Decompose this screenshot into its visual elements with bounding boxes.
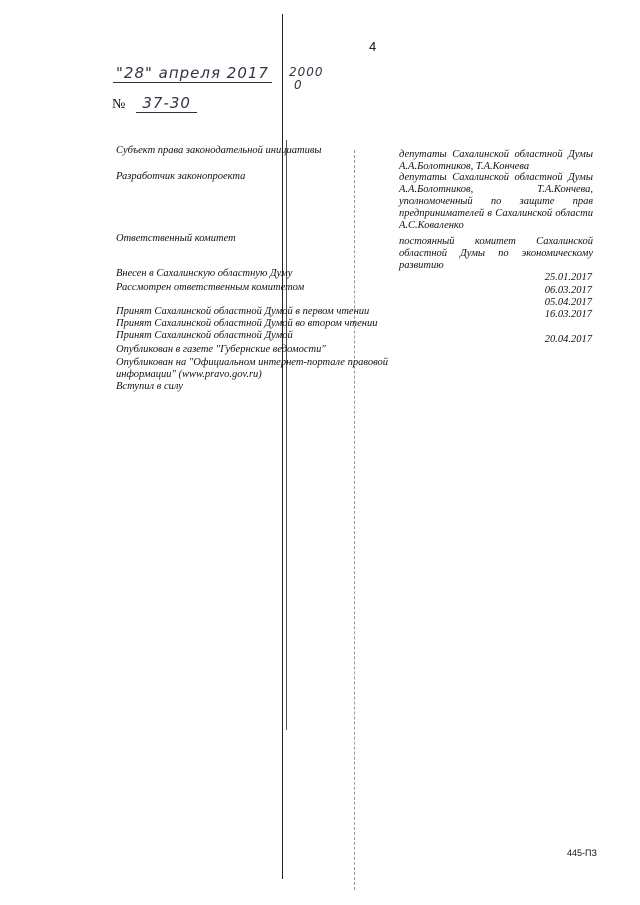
- event-label: Принят Сахалинской областной Думой в первом чтении: [116, 306, 370, 317]
- event-label: Принят Сахалинской областной Думой: [116, 330, 293, 341]
- event-date: 05.04.2017: [544, 297, 592, 308]
- correction-line-2: 0: [294, 78, 303, 92]
- page-number: 4: [369, 39, 377, 54]
- handwritten-number: [112, 94, 197, 113]
- handwritten-date: [113, 64, 272, 83]
- handwritten-date-text: "28" апреля 2017: [113, 64, 272, 83]
- developer-value: депутаты Сахалинской областной Думы А.А.Болотников, Т.А.Кончева, уполномоченный по защите прав предпринимателей в Сахалинской области А.С.Коваленко: [399, 172, 593, 231]
- event-label: Рассмотрен ответственным комитетом: [116, 282, 305, 293]
- committee-value: постоянный комитет Сахалинской областной Думы по экономическому развитию: [399, 236, 593, 271]
- committee-label: Ответственный комитет: [116, 233, 236, 244]
- event-date: 16.03.2017: [544, 309, 592, 320]
- event-label: Внесен в Сахалинскую областную Думу: [116, 268, 293, 279]
- event-label: Опубликован на "Официальном интернет-портале правовой информации" (www.pravo.gov.ru): [116, 357, 388, 380]
- document-code: 445-ПЗ: [567, 848, 597, 858]
- event-date: 25.01.2017: [544, 272, 592, 283]
- event-label: Вступил в силу: [116, 381, 183, 392]
- scan-artifact-line: [286, 140, 287, 730]
- subject-value: депутаты Сахалинской областной Думы А.А.Болотников, Т.А.Кончева: [399, 149, 593, 172]
- event-label: Опубликован в газете "Губернские ведомости": [116, 344, 326, 355]
- correction-line-1: 2000: [289, 65, 324, 79]
- number-label: №: [112, 97, 127, 112]
- scan-artifact-line: [282, 14, 283, 879]
- developer-label: Разработчик законопроекта: [116, 171, 246, 182]
- subject-label: Субъект права законодательной инициативы: [116, 145, 322, 156]
- event-date: 06.03.2017: [544, 285, 592, 296]
- event-label: Принят Сахалинской областной Думой во втором чтении: [116, 318, 378, 329]
- number-value: 37-30: [136, 94, 197, 113]
- scan-artifact-line: [354, 150, 355, 890]
- handwritten-correction: [289, 66, 324, 92]
- event-date: 20.04.2017: [544, 334, 592, 345]
